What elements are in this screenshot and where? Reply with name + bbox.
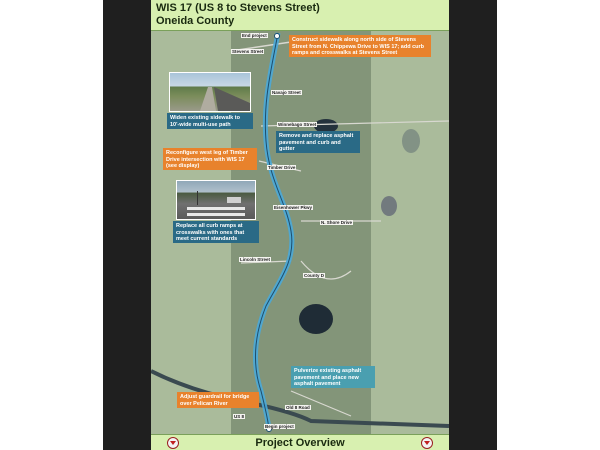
end-project-marker bbox=[275, 34, 280, 39]
callout-stevens-sidewalk: Construct sidewalk along north side of Stevens Street from N. Chippewa Drive to WIS 17; add curb ramps and crosswalks at Stevens Street bbox=[289, 35, 431, 57]
callout-pulverize: Pulverize existing asphalt pavement and place new asphalt pavement bbox=[291, 366, 375, 388]
old-8-road-label: Old 8 Road bbox=[286, 405, 310, 410]
timber-drive-label: Timber Drive bbox=[268, 165, 296, 170]
winnebago-street-label: Winnebago Street bbox=[278, 122, 317, 127]
project-map-slide bbox=[151, 0, 449, 450]
crosswalk-photo bbox=[176, 180, 256, 220]
lake-east bbox=[381, 196, 397, 216]
path-photo-drawing bbox=[170, 73, 250, 111]
stevens-street-label: Stevens Street bbox=[232, 49, 264, 54]
lake-south bbox=[299, 304, 333, 334]
n-shore-drive-label: N. Shore Drive bbox=[321, 220, 353, 225]
begin-project-label: Begin project bbox=[265, 424, 294, 429]
us-8-label: US 8 bbox=[234, 414, 245, 419]
multi-use-path-photo bbox=[169, 72, 251, 112]
callout-widen-sidewalk: Widen existing sidewalk to 10'-wide multi-use path bbox=[167, 113, 253, 129]
end-project-label: End project bbox=[242, 33, 267, 38]
callout-guardrail: Adjust guardrail for bridge over Pelican River bbox=[177, 392, 259, 408]
footer-title: Project Overview bbox=[255, 437, 345, 449]
callout-curb-ramps: Replace all curb ramps at crosswalks with ones that meet current standards bbox=[173, 221, 259, 243]
county-d-label: County D bbox=[304, 273, 324, 278]
wisdot-logo-right-icon bbox=[421, 437, 433, 449]
eisenhower-pkwy-label: Eisenhower Pkwy bbox=[274, 205, 313, 210]
crosswalk-photo-drawing bbox=[177, 181, 255, 219]
right-faded-zone bbox=[371, 31, 449, 434]
page-subtitle: Oneida County bbox=[156, 15, 235, 27]
navajo-street-label: Navajo Street bbox=[272, 90, 301, 95]
callout-reconfigure-timber: Reconfigure west leg of Timber Drive intersection with WIS 17 (see display) bbox=[163, 148, 257, 170]
header-bar bbox=[151, 0, 449, 31]
callout-remove-replace: Remove and replace asphalt pavement and curb and gutter bbox=[276, 131, 360, 153]
footer-bar bbox=[151, 434, 449, 450]
left-margin bbox=[0, 0, 103, 450]
right-margin bbox=[497, 0, 600, 450]
lake-far-east bbox=[402, 129, 420, 153]
lincoln-street-label: Lincoln Street bbox=[240, 257, 271, 262]
page-title: WIS 17 (US 8 to Stevens Street) bbox=[156, 2, 320, 14]
